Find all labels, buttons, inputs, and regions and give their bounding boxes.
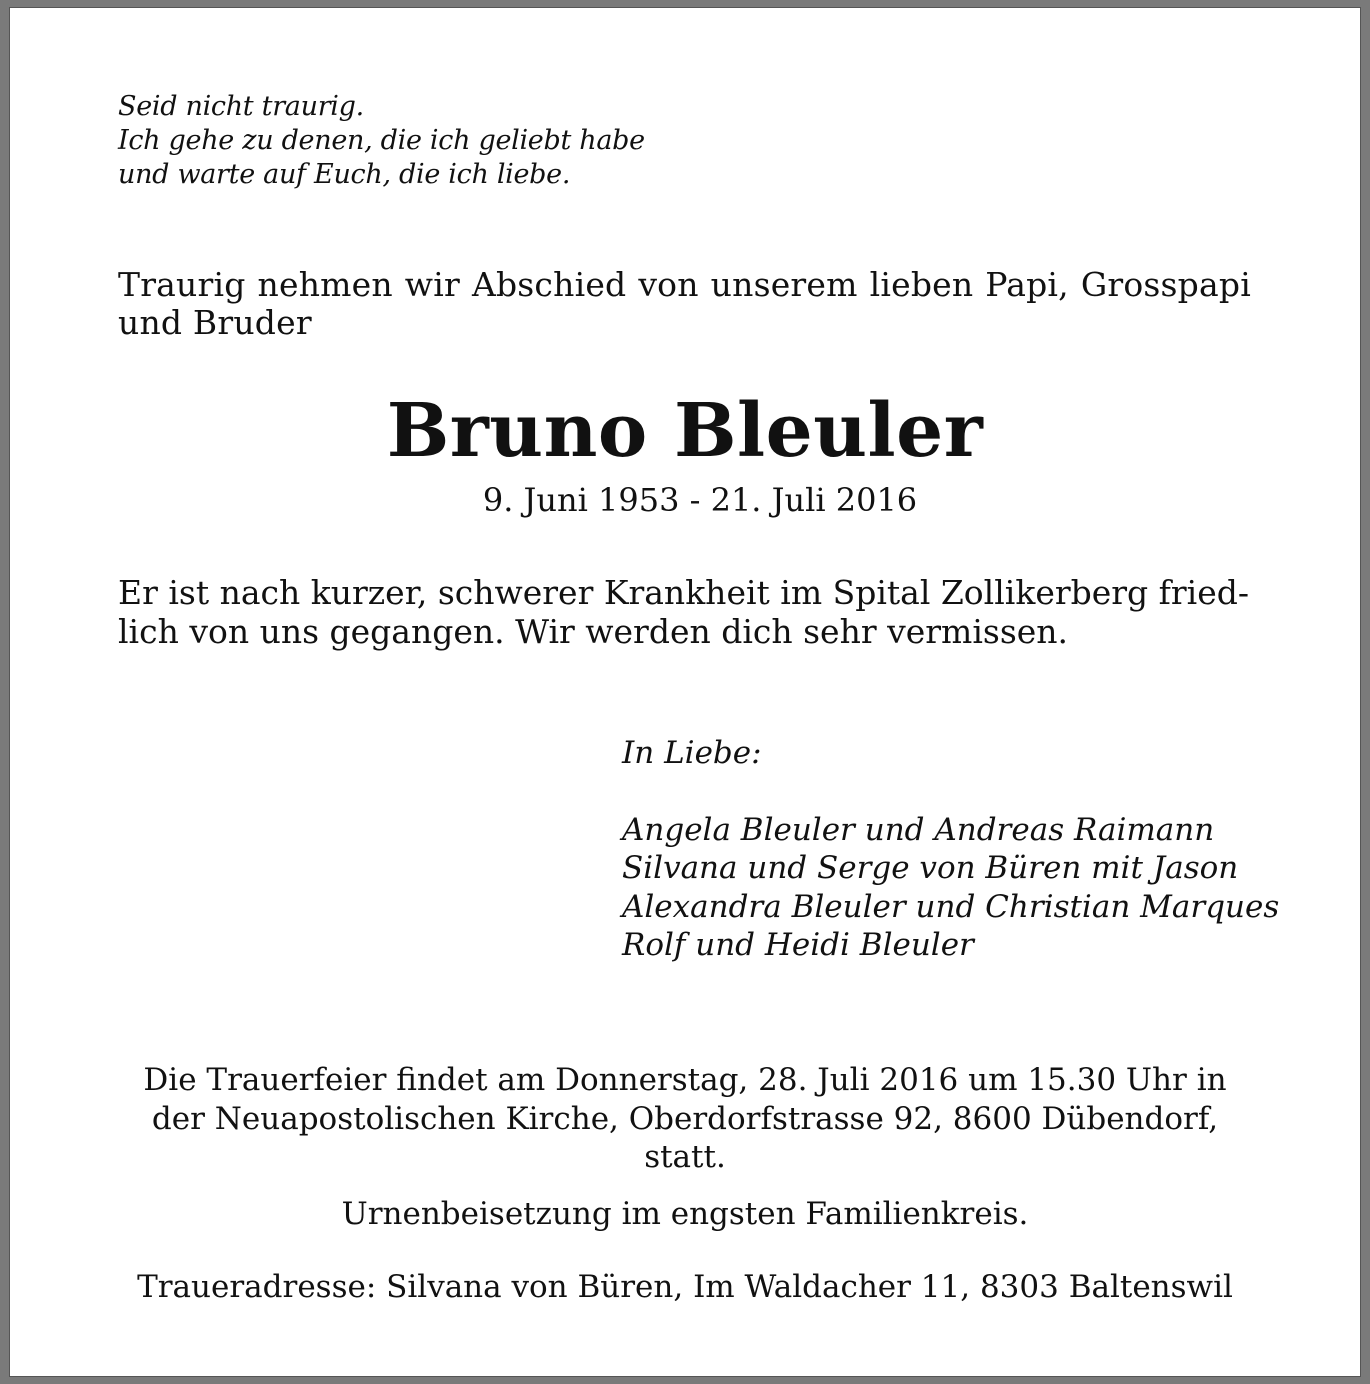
intro-line: [118, 266, 1251, 304]
message-line: lich von uns gegangen. Wir werden dich sehr vermissen.: [118, 612, 1069, 651]
intro-line: und Bruder: [118, 303, 312, 342]
ceremony-info: [10, 1061, 1360, 1307]
life-dates: 9. Juni 1953 - 21. Juli 2016: [482, 481, 918, 519]
ceremony-line: statt.: [644, 1139, 726, 1175]
family-names-list: [622, 811, 1279, 965]
family-heading: In Liebe:: [622, 735, 762, 771]
motto-quote: [118, 90, 645, 192]
ceremony-line: Die Trauerfeier findet am Donnerstag, 28. Juli 2016 um 15.30 Uhr in: [143, 1062, 1227, 1098]
motto-line: Ich gehe zu denen, die ich geliebt habe: [118, 125, 645, 156]
intro-word: wir: [404, 265, 460, 304]
message-line: Er ist nach kurzer, schwerer Krankheit im Spital Zollikerberg fried-: [118, 573, 1250, 612]
passing-message: [118, 573, 1251, 651]
mourning-address: Traueradresse: Silvana von Büren, Im Waldacher 11, 8303 Baltenswil: [137, 1269, 1233, 1305]
intro-word: Grosspapi: [1080, 265, 1251, 304]
intro-word: unserem: [710, 265, 858, 304]
family-name: Alexandra Bleuler und Christian Marques: [622, 888, 1280, 925]
motto-line: und warte auf Euch, die ich liebe.: [118, 159, 571, 190]
family-signatures: [622, 734, 1279, 965]
intro-word: nehmen: [257, 265, 393, 304]
burial-note: Urnenbeisetzung im engsten Familienkreis.: [341, 1195, 1029, 1232]
family-name: Silvana und Serge von Büren mit Jason: [622, 850, 1239, 886]
deceased-name: Bruno Bleuler: [386, 388, 984, 474]
obituary-page: [10, 8, 1360, 1376]
intro-word: lieben: [869, 265, 974, 304]
intro-text: [118, 266, 1251, 342]
family-name: Rolf und Heidi Bleuler: [622, 927, 974, 963]
intro-word: von: [638, 265, 699, 304]
family-name: Angela Bleuler und Andreas Raimann: [622, 811, 1215, 848]
ceremony-line: der Neuapostolischen Kirche, Oberdorfstrasse 92, 8600 Dübendorf,: [151, 1100, 1219, 1137]
motto-line: Seid nicht traurig.: [118, 91, 364, 122]
intro-word: Papi,: [985, 265, 1069, 304]
intro-word: Traurig: [118, 265, 246, 304]
intro-word: Abschied: [471, 265, 627, 304]
